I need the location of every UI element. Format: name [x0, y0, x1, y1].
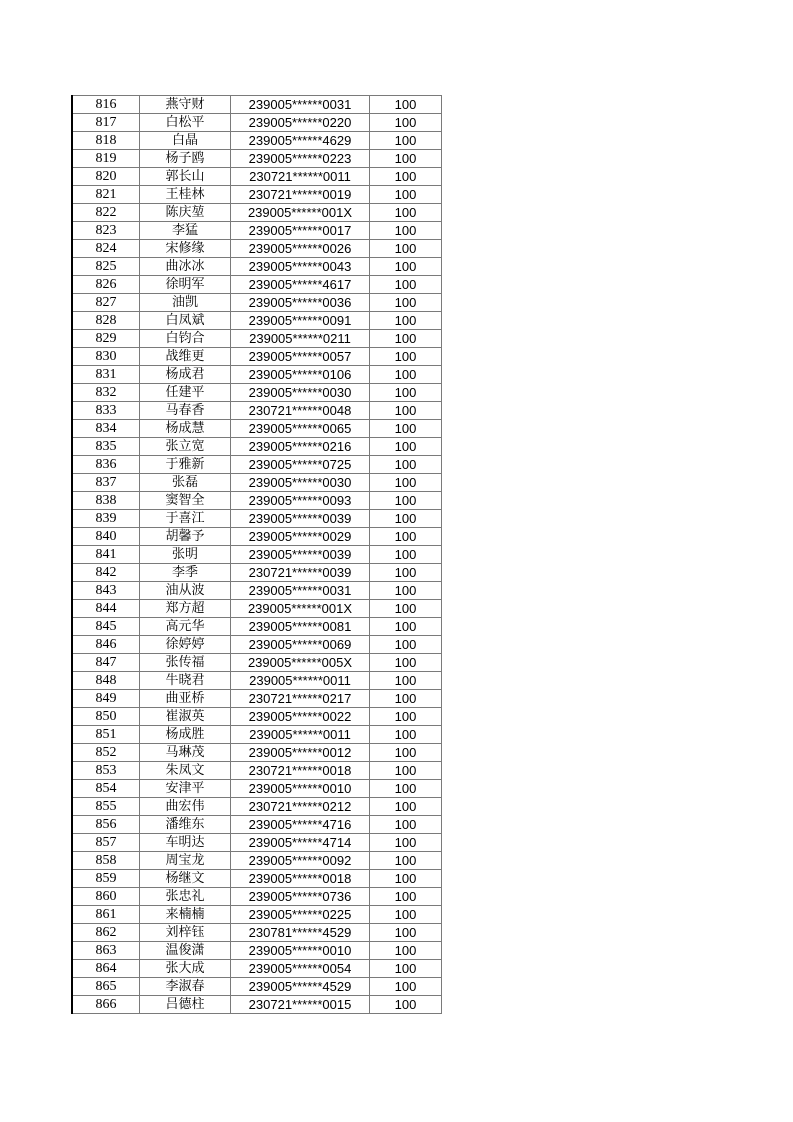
id-number-cell: 239005******0010	[231, 780, 370, 798]
score-cell: 100	[370, 852, 442, 870]
table-row	[72, 834, 442, 852]
score-cell: 100	[370, 366, 442, 384]
row-number-cell: 817	[72, 114, 140, 132]
score-cell: 100	[370, 618, 442, 636]
id-number-cell: 230721******0019	[231, 186, 370, 204]
id-number-cell: 239005******0054	[231, 960, 370, 978]
row-number-cell: 845	[72, 618, 140, 636]
name-cell: 曲亚桥	[140, 690, 231, 708]
id-number-cell: 239005******0018	[231, 870, 370, 888]
name-cell: 马琳茂	[140, 744, 231, 762]
table-row	[72, 600, 442, 618]
id-number-cell: 239005******0092	[231, 852, 370, 870]
score-cell: 100	[370, 528, 442, 546]
name-cell: 张大成	[140, 960, 231, 978]
row-number-cell: 828	[72, 312, 140, 330]
name-cell: 李季	[140, 564, 231, 582]
id-number-cell: 230721******0039	[231, 564, 370, 582]
name-cell: 马春香	[140, 402, 231, 420]
name-cell: 徐婷婷	[140, 636, 231, 654]
row-number-cell: 822	[72, 204, 140, 222]
id-number-cell: 230721******0212	[231, 798, 370, 816]
id-number-cell: 239005******005X	[231, 654, 370, 672]
name-cell: 窦智全	[140, 492, 231, 510]
score-cell: 100	[370, 96, 442, 114]
name-cell: 于喜江	[140, 510, 231, 528]
name-cell: 于雅新	[140, 456, 231, 474]
table-row	[72, 204, 442, 222]
id-number-cell: 239005******0736	[231, 888, 370, 906]
row-number-cell: 816	[72, 96, 140, 114]
id-number-cell: 239005******0043	[231, 258, 370, 276]
row-number-cell: 847	[72, 654, 140, 672]
row-number-cell: 850	[72, 708, 140, 726]
score-cell: 100	[370, 510, 442, 528]
table-row	[72, 852, 442, 870]
table-row	[72, 132, 442, 150]
score-cell: 100	[370, 384, 442, 402]
name-cell: 曲冰冰	[140, 258, 231, 276]
table-row	[72, 960, 442, 978]
name-cell: 张立宽	[140, 438, 231, 456]
score-cell: 100	[370, 456, 442, 474]
table-row	[72, 420, 442, 438]
score-cell: 100	[370, 600, 442, 618]
row-number-cell: 846	[72, 636, 140, 654]
table-row	[72, 996, 442, 1014]
id-number-cell: 230721******0015	[231, 996, 370, 1014]
id-number-cell: 239005******0223	[231, 150, 370, 168]
id-number-cell: 230721******0011	[231, 168, 370, 186]
id-number-cell: 239005******0057	[231, 348, 370, 366]
id-number-cell: 239005******4617	[231, 276, 370, 294]
row-number-cell: 863	[72, 942, 140, 960]
score-cell: 100	[370, 330, 442, 348]
name-cell: 周宝龙	[140, 852, 231, 870]
table-row	[72, 222, 442, 240]
id-number-cell: 239005******4716	[231, 816, 370, 834]
id-number-cell: 239005******0031	[231, 582, 370, 600]
name-cell: 安津平	[140, 780, 231, 798]
score-cell: 100	[370, 870, 442, 888]
row-number-cell: 827	[72, 294, 140, 312]
name-cell: 吕德柱	[140, 996, 231, 1014]
table-row	[72, 870, 442, 888]
score-cell: 100	[370, 564, 442, 582]
table-row	[72, 582, 442, 600]
table-row	[72, 816, 442, 834]
score-cell: 100	[370, 654, 442, 672]
table-row	[72, 258, 442, 276]
score-cell: 100	[370, 492, 442, 510]
table-row	[72, 924, 442, 942]
roster-table-body	[72, 96, 442, 1014]
name-cell: 崔淑英	[140, 708, 231, 726]
id-number-cell: 239005******0039	[231, 510, 370, 528]
row-number-cell: 818	[72, 132, 140, 150]
id-number-cell: 239005******4629	[231, 132, 370, 150]
table-row	[72, 510, 442, 528]
id-number-cell: 239005******0011	[231, 672, 370, 690]
id-number-cell: 239005******0017	[231, 222, 370, 240]
score-cell: 100	[370, 978, 442, 996]
name-cell: 白钧合	[140, 330, 231, 348]
id-number-cell: 239005******0036	[231, 294, 370, 312]
row-number-cell: 832	[72, 384, 140, 402]
row-number-cell: 858	[72, 852, 140, 870]
id-number-cell: 239005******0725	[231, 456, 370, 474]
name-cell: 朱凤文	[140, 762, 231, 780]
score-cell: 100	[370, 312, 442, 330]
name-cell: 白晶	[140, 132, 231, 150]
id-number-cell: 239005******0106	[231, 366, 370, 384]
row-number-cell: 834	[72, 420, 140, 438]
id-number-cell: 239005******0031	[231, 96, 370, 114]
name-cell: 燕守财	[140, 96, 231, 114]
id-number-cell: 239005******0030	[231, 474, 370, 492]
name-cell: 高元华	[140, 618, 231, 636]
name-cell: 温俊潇	[140, 942, 231, 960]
table-row	[72, 492, 442, 510]
row-number-cell: 856	[72, 816, 140, 834]
row-number-cell: 835	[72, 438, 140, 456]
score-cell: 100	[370, 438, 442, 456]
table-row	[72, 150, 442, 168]
score-cell: 100	[370, 924, 442, 942]
table-row	[72, 240, 442, 258]
id-number-cell: 230721******0048	[231, 402, 370, 420]
id-number-cell: 239005******0065	[231, 420, 370, 438]
score-cell: 100	[370, 726, 442, 744]
id-number-cell: 239005******0010	[231, 942, 370, 960]
id-number-cell: 239005******0030	[231, 384, 370, 402]
score-cell: 100	[370, 132, 442, 150]
name-cell: 油凯	[140, 294, 231, 312]
table-row	[72, 798, 442, 816]
id-number-cell: 239005******0012	[231, 744, 370, 762]
name-cell: 张磊	[140, 474, 231, 492]
table-row	[72, 780, 442, 798]
row-number-cell: 819	[72, 150, 140, 168]
table-row	[72, 348, 442, 366]
name-cell: 白松平	[140, 114, 231, 132]
table-row	[72, 618, 442, 636]
row-number-cell: 853	[72, 762, 140, 780]
table-row	[72, 384, 442, 402]
score-cell: 100	[370, 960, 442, 978]
id-number-cell: 239005******0225	[231, 906, 370, 924]
score-cell: 100	[370, 420, 442, 438]
table-row	[72, 186, 442, 204]
row-number-cell: 833	[72, 402, 140, 420]
id-number-cell: 239005******0093	[231, 492, 370, 510]
score-cell: 100	[370, 636, 442, 654]
id-number-cell: 239005******4714	[231, 834, 370, 852]
name-cell: 张明	[140, 546, 231, 564]
score-cell: 100	[370, 906, 442, 924]
score-cell: 100	[370, 204, 442, 222]
id-number-cell: 230721******0018	[231, 762, 370, 780]
row-number-cell: 854	[72, 780, 140, 798]
score-cell: 100	[370, 258, 442, 276]
name-cell: 杨成慧	[140, 420, 231, 438]
row-number-cell: 826	[72, 276, 140, 294]
score-cell: 100	[370, 744, 442, 762]
row-number-cell: 852	[72, 744, 140, 762]
row-number-cell: 838	[72, 492, 140, 510]
id-number-cell: 239005******0029	[231, 528, 370, 546]
table-row	[72, 978, 442, 996]
score-cell: 100	[370, 546, 442, 564]
score-cell: 100	[370, 402, 442, 420]
name-cell: 车明达	[140, 834, 231, 852]
table-row	[72, 438, 442, 456]
name-cell: 郭长山	[140, 168, 231, 186]
id-number-cell: 239005******001X	[231, 204, 370, 222]
table-row	[72, 726, 442, 744]
table-row	[72, 402, 442, 420]
id-number-cell: 239005******0039	[231, 546, 370, 564]
row-number-cell: 848	[72, 672, 140, 690]
name-cell: 宋修缘	[140, 240, 231, 258]
table-row	[72, 96, 442, 114]
row-number-cell: 855	[72, 798, 140, 816]
table-row	[72, 708, 442, 726]
row-number-cell: 844	[72, 600, 140, 618]
score-cell: 100	[370, 168, 442, 186]
id-number-cell: 239005******0211	[231, 330, 370, 348]
score-cell: 100	[370, 996, 442, 1014]
name-cell: 来楠楠	[140, 906, 231, 924]
row-number-cell: 841	[72, 546, 140, 564]
score-cell: 100	[370, 582, 442, 600]
score-cell: 100	[370, 708, 442, 726]
id-number-cell: 239005******4529	[231, 978, 370, 996]
row-number-cell: 849	[72, 690, 140, 708]
name-cell: 王桂林	[140, 186, 231, 204]
name-cell: 杨成君	[140, 366, 231, 384]
table-row	[72, 744, 442, 762]
row-number-cell: 862	[72, 924, 140, 942]
id-number-cell: 239005******001X	[231, 600, 370, 618]
table-row	[72, 906, 442, 924]
table-row	[72, 366, 442, 384]
score-cell: 100	[370, 150, 442, 168]
id-number-cell: 230781******4529	[231, 924, 370, 942]
row-number-cell: 831	[72, 366, 140, 384]
row-number-cell: 843	[72, 582, 140, 600]
score-cell: 100	[370, 276, 442, 294]
name-cell: 油从波	[140, 582, 231, 600]
row-number-cell: 839	[72, 510, 140, 528]
score-cell: 100	[370, 114, 442, 132]
row-number-cell: 857	[72, 834, 140, 852]
id-number-cell: 239005******0091	[231, 312, 370, 330]
name-cell: 刘梓钰	[140, 924, 231, 942]
name-cell: 杨继文	[140, 870, 231, 888]
score-cell: 100	[370, 348, 442, 366]
table-row	[72, 114, 442, 132]
row-number-cell: 860	[72, 888, 140, 906]
row-number-cell: 836	[72, 456, 140, 474]
score-cell: 100	[370, 690, 442, 708]
row-number-cell: 830	[72, 348, 140, 366]
score-cell: 100	[370, 780, 442, 798]
score-cell: 100	[370, 222, 442, 240]
name-cell: 陈庆堃	[140, 204, 231, 222]
table-row	[72, 456, 442, 474]
name-cell: 胡馨予	[140, 528, 231, 546]
score-cell: 100	[370, 834, 442, 852]
table-row	[72, 762, 442, 780]
row-number-cell: 842	[72, 564, 140, 582]
score-cell: 100	[370, 474, 442, 492]
id-number-cell: 239005******0220	[231, 114, 370, 132]
row-number-cell: 864	[72, 960, 140, 978]
score-cell: 100	[370, 798, 442, 816]
name-cell: 牛晓君	[140, 672, 231, 690]
row-number-cell: 824	[72, 240, 140, 258]
name-cell: 张忠礼	[140, 888, 231, 906]
table-row	[72, 276, 442, 294]
row-number-cell: 865	[72, 978, 140, 996]
name-cell: 李淑春	[140, 978, 231, 996]
table-row	[72, 942, 442, 960]
table-row	[72, 330, 442, 348]
name-cell: 白凤斌	[140, 312, 231, 330]
table-row	[72, 528, 442, 546]
row-number-cell: 837	[72, 474, 140, 492]
table-row	[72, 654, 442, 672]
table-row	[72, 564, 442, 582]
name-cell: 潘维东	[140, 816, 231, 834]
row-number-cell: 861	[72, 906, 140, 924]
row-number-cell: 851	[72, 726, 140, 744]
table-row	[72, 888, 442, 906]
row-number-cell: 866	[72, 996, 140, 1014]
score-cell: 100	[370, 240, 442, 258]
id-number-cell: 239005******0081	[231, 618, 370, 636]
score-cell: 100	[370, 816, 442, 834]
table-row	[72, 312, 442, 330]
score-cell: 100	[370, 942, 442, 960]
table-row	[72, 294, 442, 312]
row-number-cell: 823	[72, 222, 140, 240]
name-cell: 任建平	[140, 384, 231, 402]
name-cell: 李猛	[140, 222, 231, 240]
name-cell: 战维更	[140, 348, 231, 366]
id-number-cell: 239005******0011	[231, 726, 370, 744]
id-number-cell: 239005******0069	[231, 636, 370, 654]
score-cell: 100	[370, 186, 442, 204]
id-number-cell: 230721******0217	[231, 690, 370, 708]
score-cell: 100	[370, 762, 442, 780]
id-number-cell: 239005******0022	[231, 708, 370, 726]
name-cell: 徐明军	[140, 276, 231, 294]
name-cell: 曲宏伟	[140, 798, 231, 816]
name-cell: 张传福	[140, 654, 231, 672]
row-number-cell: 859	[72, 870, 140, 888]
score-cell: 100	[370, 888, 442, 906]
id-number-cell: 239005******0026	[231, 240, 370, 258]
name-cell: 郑方超	[140, 600, 231, 618]
table-row	[72, 690, 442, 708]
name-cell: 杨子鸥	[140, 150, 231, 168]
table-row	[72, 636, 442, 654]
row-number-cell: 825	[72, 258, 140, 276]
row-number-cell: 840	[72, 528, 140, 546]
id-number-cell: 239005******0216	[231, 438, 370, 456]
roster-table	[71, 95, 442, 1014]
table-row	[72, 546, 442, 564]
row-number-cell: 820	[72, 168, 140, 186]
row-number-cell: 821	[72, 186, 140, 204]
score-cell: 100	[370, 294, 442, 312]
row-number-cell: 829	[72, 330, 140, 348]
score-cell: 100	[370, 672, 442, 690]
name-cell: 杨成胜	[140, 726, 231, 744]
table-row	[72, 168, 442, 186]
table-row	[72, 672, 442, 690]
table-row	[72, 474, 442, 492]
